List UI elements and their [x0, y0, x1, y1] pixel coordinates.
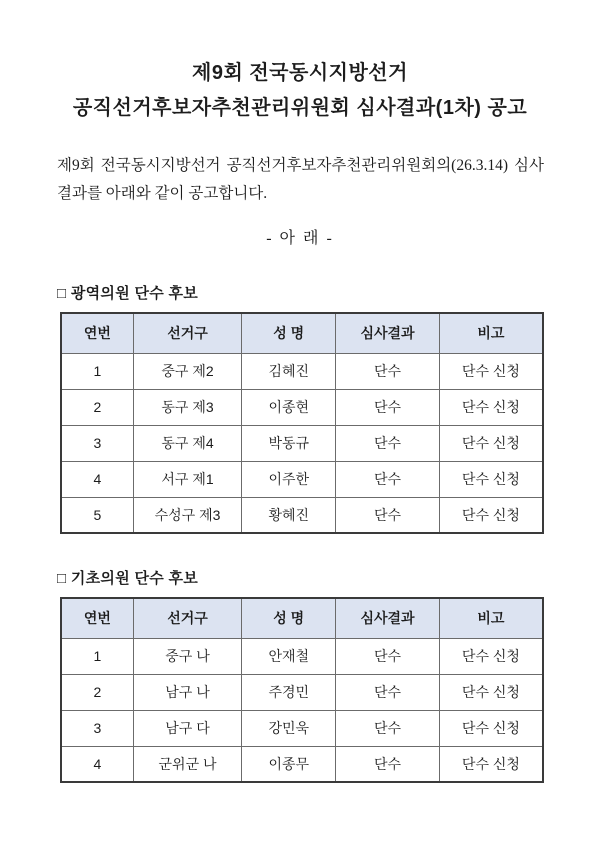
column-header: 비고: [439, 313, 543, 353]
table-cell: 단수 신청: [439, 389, 543, 425]
table-cell: 주경민: [242, 674, 336, 710]
table-row: [61, 353, 543, 389]
table-cell: 단수: [336, 389, 440, 425]
table-cell: 4: [61, 746, 133, 782]
table-cell: 단수 신청: [439, 710, 543, 746]
table-row: [61, 746, 543, 782]
table-row: [61, 710, 543, 746]
table-cell: 단수: [336, 710, 440, 746]
column-header: 선거구: [133, 313, 241, 353]
column-header: 연번: [61, 313, 133, 353]
regional-council-table: [60, 312, 544, 534]
table-cell: 단수: [336, 461, 440, 497]
intro-paragraph: 제9회 전국동시지방선거 공직선거후보자추천관리위원회의(26.3.14) 심사 결과를 아래와 같이 공고합니다.: [57, 157, 544, 202]
table-cell: 단수 신청: [439, 638, 543, 674]
section-heading: □ 기초의원 단수 후보: [57, 570, 199, 587]
table-cell: 단수 신청: [439, 461, 543, 497]
table-cell: 5: [61, 497, 133, 533]
table-cell: 박동규: [242, 425, 336, 461]
table-cell: 중구 나: [133, 638, 241, 674]
table-cell: 단수: [336, 674, 440, 710]
table-cell: 이종현: [242, 389, 336, 425]
table-cell: 남구 다: [133, 710, 241, 746]
table-cell: 단수: [336, 425, 440, 461]
table-cell: 단수 신청: [439, 497, 543, 533]
table-cell: 3: [61, 710, 133, 746]
table-cell: 군위군 나: [133, 746, 241, 782]
table-cell: 중구 제2: [133, 353, 241, 389]
table-cell: 서구 제1: [133, 461, 241, 497]
table-cell: 이주한: [242, 461, 336, 497]
document-title-line2: 공직선거후보자추천관리위원회 심사결과(1차) 공고: [72, 97, 528, 119]
table-cell: 1: [61, 353, 133, 389]
table-row: [61, 425, 543, 461]
table-row: [61, 389, 543, 425]
table-header-row: [61, 313, 543, 353]
table-cell: 수성구 제3: [133, 497, 241, 533]
section-basic-council: [0, 567, 600, 783]
table-cell: 황혜진: [242, 497, 336, 533]
table-cell: 단수 신청: [439, 746, 543, 782]
table-cell: 단수 신청: [439, 425, 543, 461]
table-cell: 1: [61, 638, 133, 674]
table-row: [61, 497, 543, 533]
table-cell: 동구 제4: [133, 425, 241, 461]
section-heading: □ 광역의원 단수 후보: [57, 285, 199, 302]
table-cell: 남구 나: [133, 674, 241, 710]
table-cell: 안재철: [242, 638, 336, 674]
column-header: 성 명: [242, 598, 336, 638]
table-cell: 4: [61, 461, 133, 497]
table-cell: 단수 신청: [439, 353, 543, 389]
section-regional-council: [0, 282, 600, 534]
table-cell: 강민욱: [242, 710, 336, 746]
document-title-line1: 제9회 전국동시지방선거: [192, 62, 408, 84]
table-cell: 2: [61, 389, 133, 425]
table-header-row: [61, 598, 543, 638]
table-row: [61, 674, 543, 710]
column-header: 심사결과: [336, 313, 440, 353]
column-header: 성 명: [242, 313, 336, 353]
column-header: 연번: [61, 598, 133, 638]
table-cell: 단수: [336, 497, 440, 533]
table-row: [61, 638, 543, 674]
table-cell: 2: [61, 674, 133, 710]
table-cell: 단수 신청: [439, 674, 543, 710]
document-title: [0, 0, 600, 126]
table-cell: 단수: [336, 353, 440, 389]
basic-council-table: [60, 597, 544, 783]
column-header: 심사결과: [336, 598, 440, 638]
table-cell: 3: [61, 425, 133, 461]
table-cell: 단수: [336, 746, 440, 782]
table-cell: 단수: [336, 638, 440, 674]
column-header: 비고: [439, 598, 543, 638]
table-cell: 동구 제3: [133, 389, 241, 425]
below-divider: - 아 래 -: [266, 230, 334, 247]
table-row: [61, 461, 543, 497]
table-cell: 김혜진: [242, 353, 336, 389]
table-cell: 이종무: [242, 746, 336, 782]
column-header: 선거구: [133, 598, 241, 638]
